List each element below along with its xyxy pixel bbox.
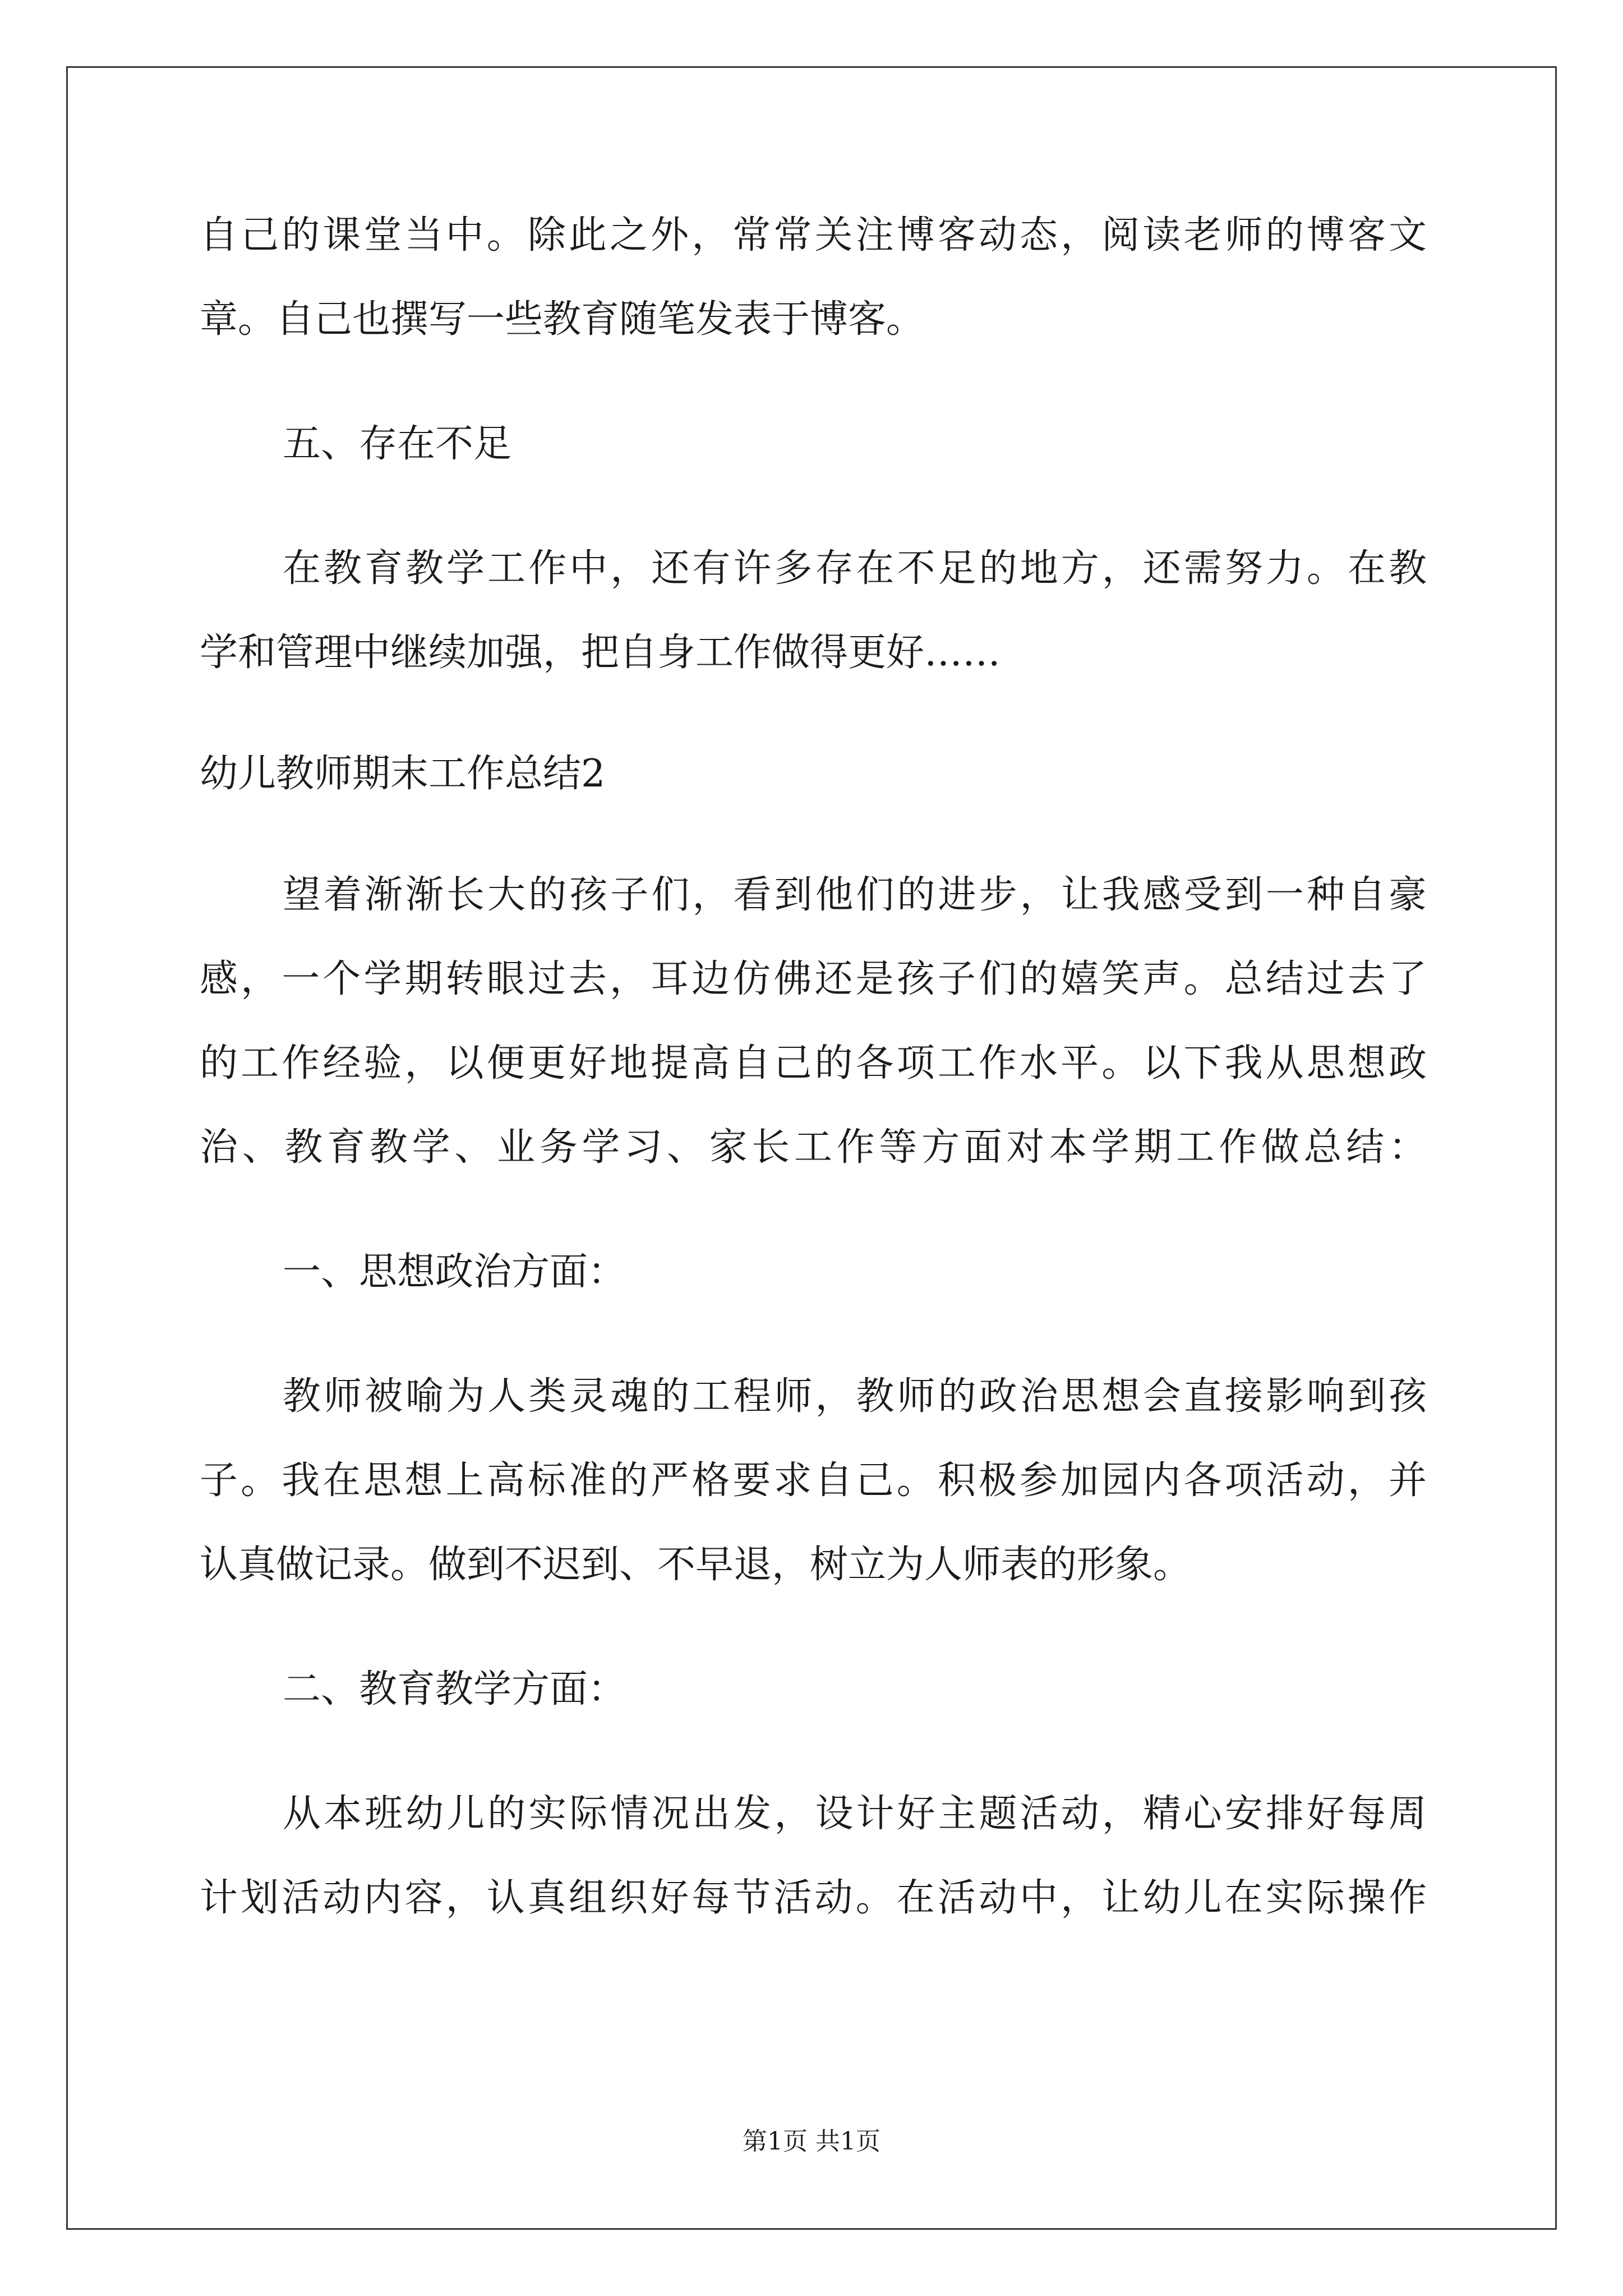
text-line-5: 学和管理中继续加强，把自身工作做得更好……	[200, 631, 1001, 675]
page-footer: 第1页 共1页	[743, 2127, 880, 2156]
text-line-4: 在教育教学工作中，还有许多存在不足的地方，还需努力。在教	[283, 546, 1427, 591]
section-heading-5: 五、存在不足	[283, 422, 512, 466]
document-subtitle: 幼儿教师期末工作总结2	[200, 752, 606, 796]
text-line-10: 治、教育教学、业务学习、家长工作等方面对本学期工作做总结：	[200, 1125, 1427, 1170]
text-line-14: 认真做记录。做到不迟到、不早退，树立为人师表的形象。	[200, 1543, 1192, 1587]
section-heading-2: 二、教育教学方面：	[283, 1667, 626, 1711]
section-heading-1: 一、思想政治方面：	[283, 1250, 626, 1294]
text-line-1: 自己的课堂当中。除此之外，常常关注博客动态，阅读老师的博客文	[200, 213, 1427, 257]
text-line-9: 的工作经验，以便更好地提高自己的各项工作水平。以下我从思想政	[200, 1041, 1427, 1085]
text-line-7: 望着渐渐长大的孩子们，看到他们的进步，让我感受到一种自豪	[283, 873, 1427, 917]
text-line-2: 章。自己也撰写一些教育随笔发表于博客。	[200, 297, 925, 342]
text-line-17: 计划活动内容，认真组织好每节活动。在活动中，让幼儿在实际操作	[200, 1876, 1427, 1920]
text-line-13: 子。我在思想上高标准的严格要求自己。积极参加园内各项活动，并	[200, 1458, 1427, 1503]
text-line-12: 教师被喻为人类灵魂的工程师，教师的政治思想会直接影响到孩	[283, 1374, 1427, 1419]
text-line-8: 感，一个学期转眼过去，耳边仿佛还是孩子们的嬉笑声。总结过去了	[200, 957, 1427, 1001]
text-line-16: 从本班幼儿的实际情况出发，设计好主题活动，精心安排好每周	[283, 1792, 1427, 1836]
